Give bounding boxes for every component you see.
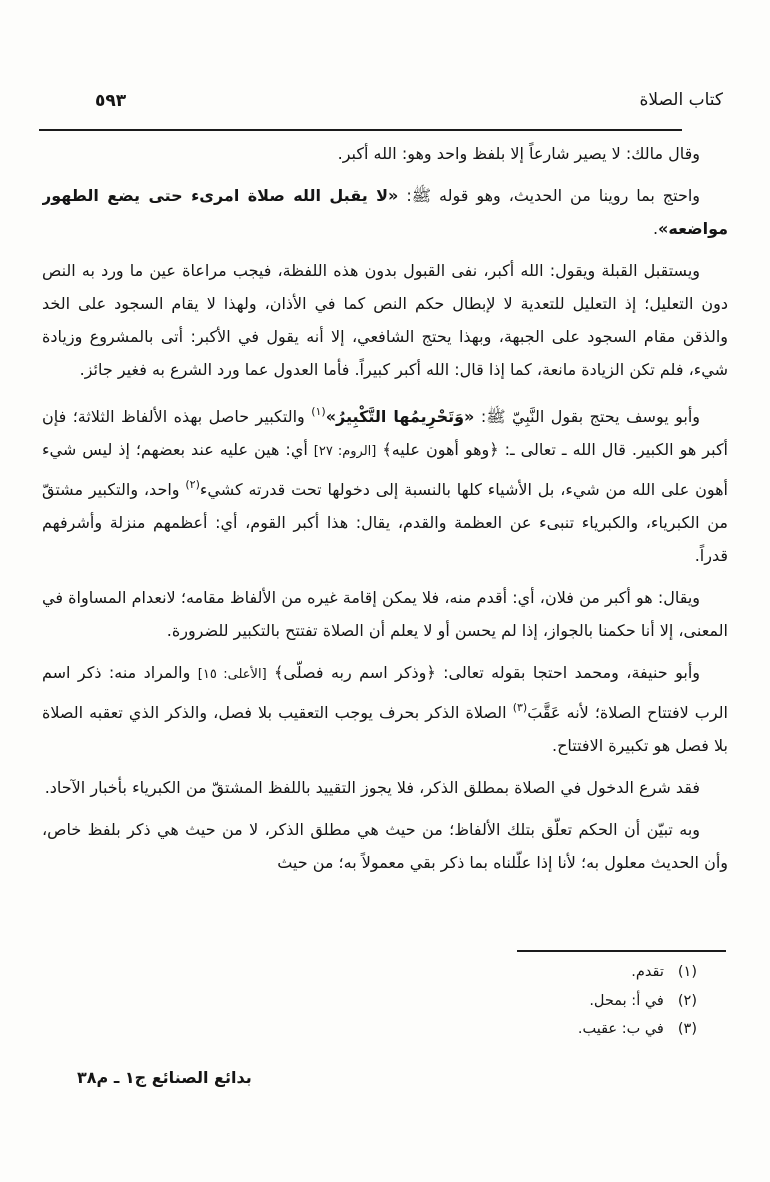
paragraph: [42, 395, 728, 572]
footnote: [578, 958, 697, 987]
footnote: [578, 987, 697, 1016]
paragraph: [42, 179, 728, 245]
page-number: ٥٩٣: [95, 91, 127, 111]
text-segment: والمراد منه: ذكر اسم الرب لافتتاح الصلاة؛ لأنه عَقَّبَ: [42, 663, 728, 722]
paragraph: [42, 581, 728, 647]
paragraph: [42, 813, 728, 879]
paragraph: [42, 137, 728, 170]
header-divider: [39, 129, 682, 131]
text-segment: وأبو يوسف يحتج بقول النَّبِيّ ﷺ:: [474, 407, 701, 426]
text-segment: .: [652, 219, 659, 238]
footnote-marker: (١): [677, 964, 697, 980]
footnote-text: تقدم.: [631, 964, 664, 980]
text-segment: «لا يقبل الله صلاة امرىء حتى يضع الطهور مواضعه»: [42, 186, 728, 238]
text-segment: ويستقبل القبلة ويقول: الله أكبر، نفى القبول بدون هذه اللفظة، فيجب مراعاة عين ما ورد به النص دون التعليل؛ إذ التعليل للتعدية لا لإبطال حكم النص كما في الأذان، ولهذا لا يقام السجود على الخد والذقن مقام السجود على الجبهة، وبهذا يحتج الشافعي، إلا أنه يقول في الأكبر: أتى بالمشروع وزيادة شيء، فلم تكن الزيادة مانعة، كما إذا قال: الله أكبر كبيراً. فأما العدول عما ورد الشرع به فغير جائز.: [42, 261, 728, 379]
text-segment: (٢): [185, 478, 200, 491]
text-segment: فقد شرع الدخول في الصلاة بمطلق الذكر، فلا يجوز التقييد باللفظ المشتقّ من الكبرياء بأخبار الآحاد.: [44, 778, 700, 797]
text-segment: (٣): [512, 701, 528, 714]
footnote-text: في ب: عقيب.: [577, 1021, 664, 1037]
text-segment: [الأعلى: ١٥]: [197, 667, 267, 682]
text-segment: (١): [311, 405, 326, 418]
body-text: [42, 137, 728, 937]
footnote-divider: [517, 950, 726, 952]
footnotes: [578, 958, 697, 1044]
footnote-marker: (٣): [677, 1021, 697, 1037]
text-segment: ويقال: هو أكبر من فلان، أي: أقدم منه، فلا يمكن إقامة غيره من الألفاظ مقامه؛ لانعدام المساواة في المعنى، إلا أنا حكمنا بالجواز، إذا لم يحسن أو لا يعلم أن الصلاة تفتتح بالتكبير للضرورة.: [42, 588, 728, 640]
text-segment: وقال مالك: لا يصير شارعاً إلا بلفظ واحد وهو: الله أكبر.: [337, 144, 700, 163]
volume-signature: بدائع الصنائع ج١ ـ م٣٨: [77, 1068, 252, 1087]
footnote-marker: (٢): [677, 992, 697, 1009]
footnote: [578, 1015, 697, 1044]
text-segment: [الروم: ٢٧]: [313, 444, 377, 459]
paragraph: [42, 771, 728, 804]
text-segment: واحتج بما روينا من الحديث، وهو قوله ﷺ:: [398, 186, 701, 205]
text-segment: والتكبير حاصل بهذه الألفاظ الثلاثة؛ فإن أكبر هو الكبير. قال الله ـ تعالى ـ: ﴿وهو أهون عليه﴾: [42, 407, 728, 459]
text-segment: وأبو حنيفة، ومحمد احتجا بقوله تعالى: ﴿وذكر اسم ربه فصلّى﴾: [266, 663, 700, 682]
paragraph: [42, 254, 728, 386]
footnote-text: في أ: بمحل.: [589, 992, 664, 1009]
paragraph: [42, 656, 728, 762]
text-segment: وبه تبيّن أن الحكم تعلّق بتلك الألفاظ؛ من حيث هي مطلق الذكر، لا من حيث هي ذكر بلفظ خاص، وأن الحديث معلول به؛ لأنا إذا علّلناه بما ذكر بقي معمولاً به؛ من حيث: [42, 820, 728, 872]
text-segment: واحد، والتكبير مشتقّ من الكبرياء، والكبرياء تنبىء عن العظمة والقدم، يقال: هذا أكبر القوم، أي: أعظمهم منزلة وأشرفهم قدراً.: [42, 480, 728, 565]
text-segment: «وَتَحْرِيمُها التَّكْبِيرُ»: [325, 407, 475, 426]
text-segment: الصلاة الذكر بحرف يوجب التعقيب بلا فصل، والذكر الذي تعقبه الصلاة بلا فصل هو تكبيرة الافتتاح.: [42, 703, 728, 755]
chapter-title: كتاب الصلاة: [639, 90, 723, 110]
text-segment: أي: هين عليه عند بعضهم؛ إذ ليس شيء أهون على الله من شيء، بل الأشياء كلها بالنسبة إلى دخولها تحت قدرته كشيء: [42, 440, 728, 499]
